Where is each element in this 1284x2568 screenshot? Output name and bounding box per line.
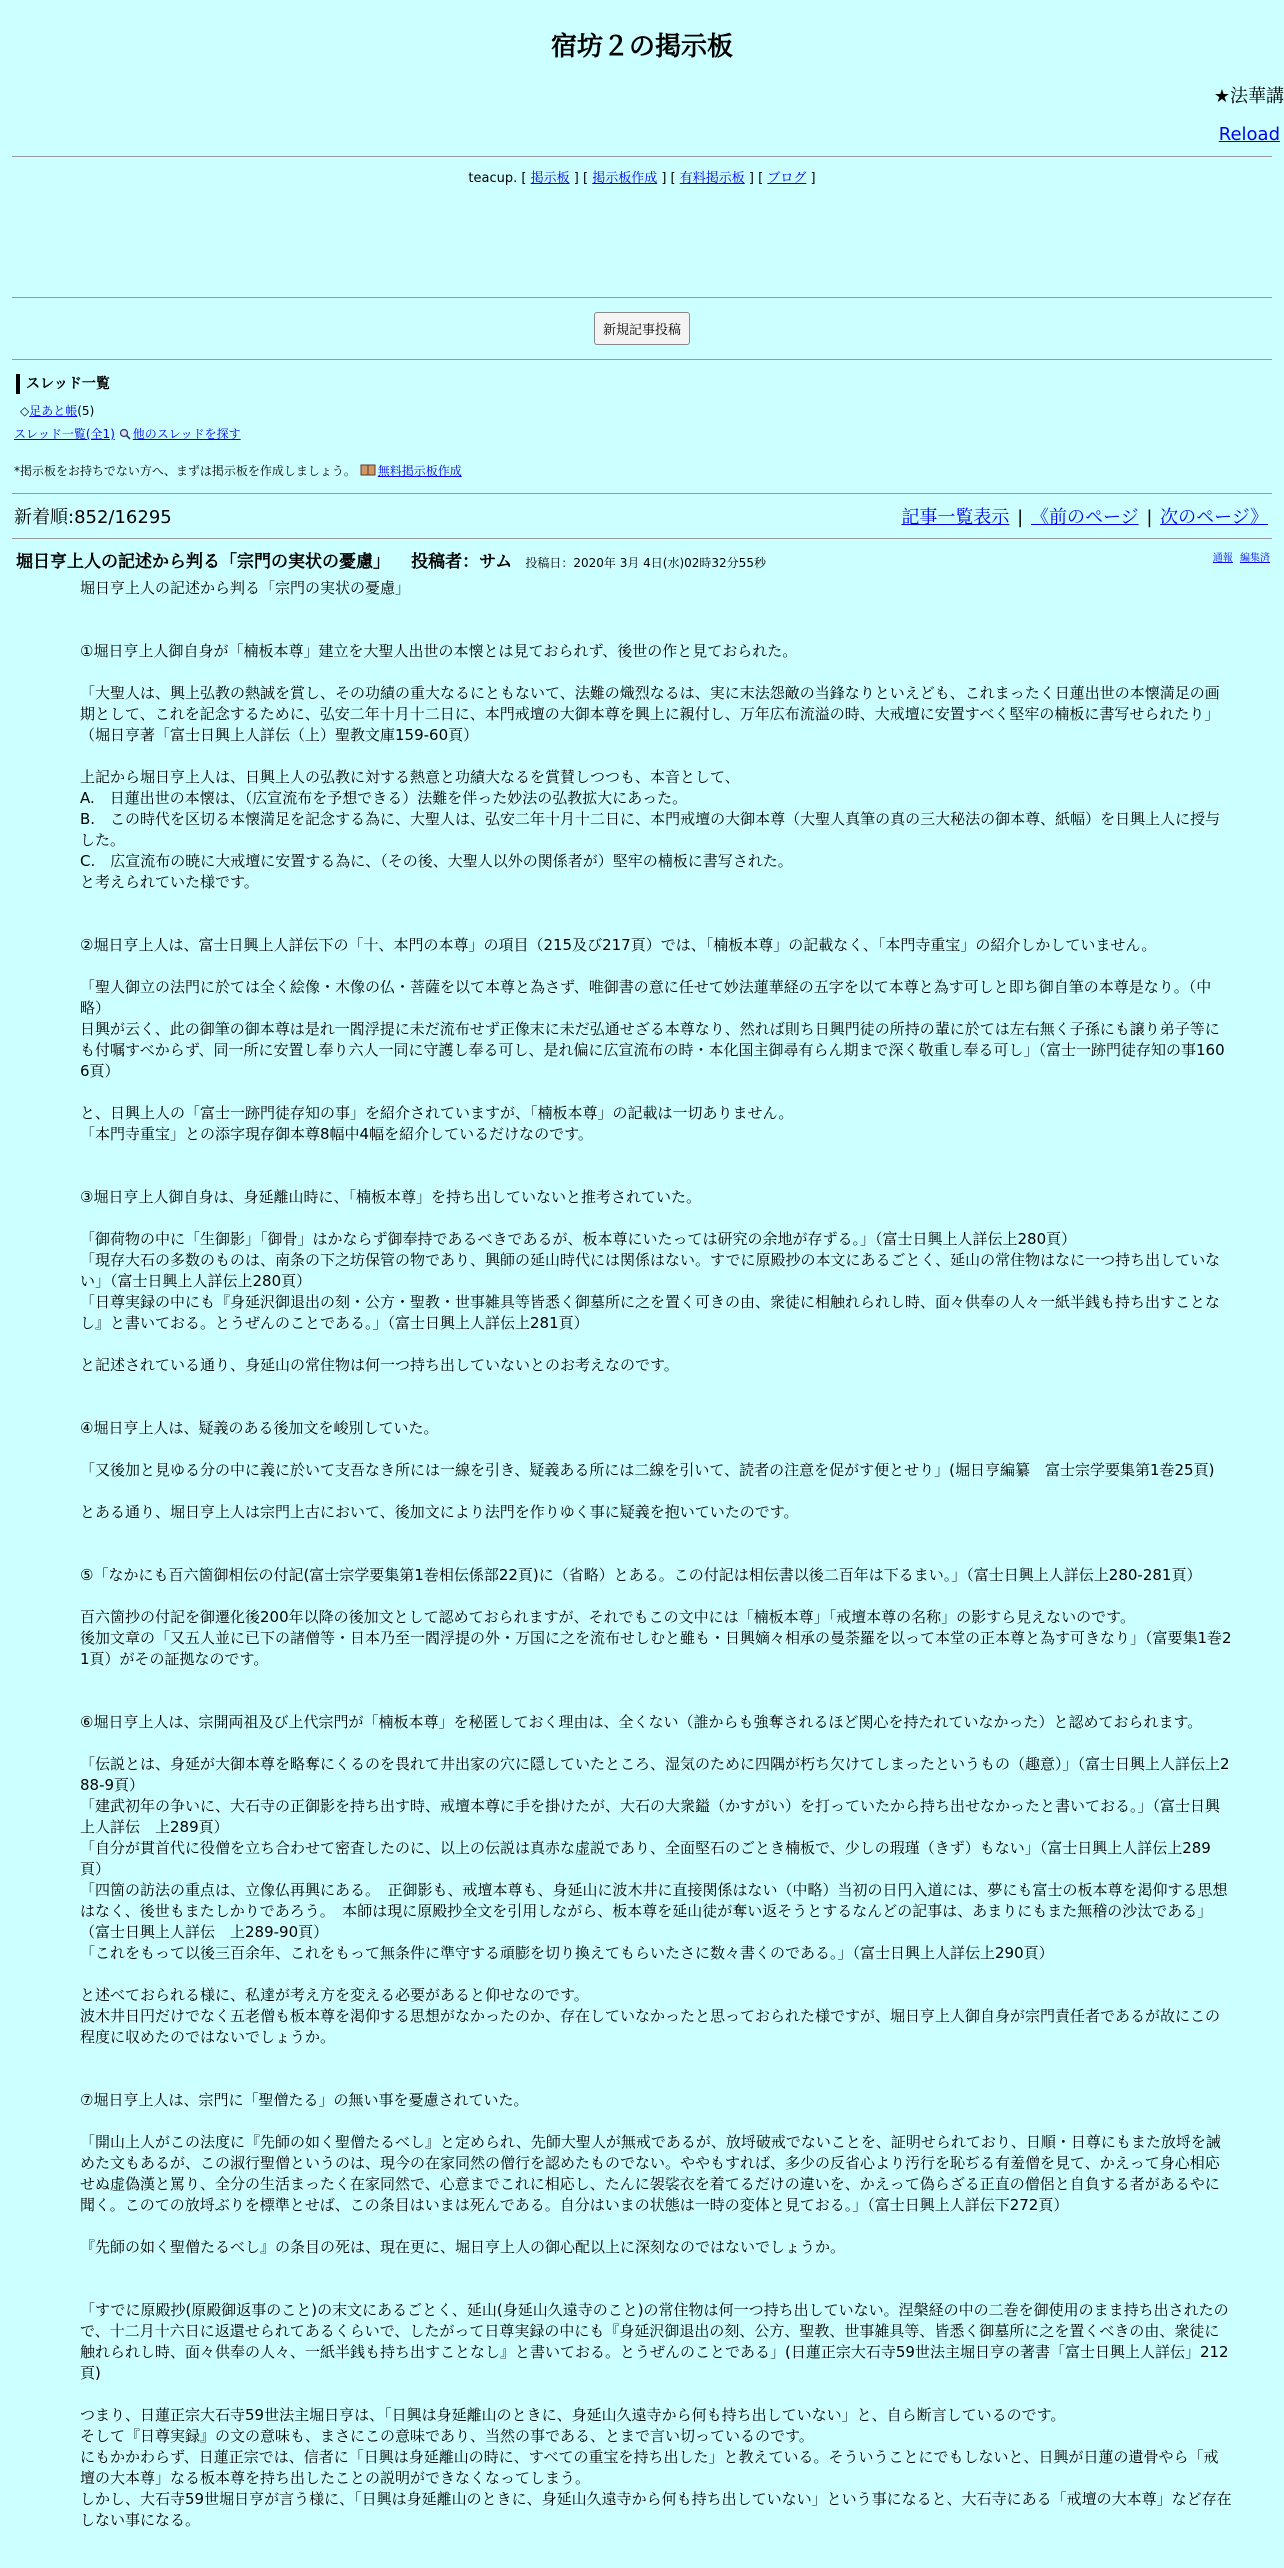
free-board-create-link[interactable]: 無料掲示板作成 [377, 464, 462, 478]
teacup-blog-link[interactable]: ブログ [767, 171, 807, 186]
new-post-row [0, 298, 1284, 359]
post-list-link[interactable]: 記事一覧表示 [901, 507, 1010, 528]
edited-link[interactable]: 編集済 [1240, 553, 1270, 564]
page-title: 宿坊２の掲示板 [550, 32, 733, 62]
teacup-prefix: teacup. [ [468, 171, 527, 186]
teacup-sep: ] [ [661, 171, 676, 186]
magnifier-icon [119, 428, 131, 440]
create-note-text: *掲示板をお持ちでない方へ、まずは掲示板を作成しましょう。 [14, 464, 356, 478]
nav-sep: | [1146, 507, 1153, 528]
entry-body: 堀日亨上人の記述から判る「宗門の実状の憂慮」 ①堀日亨上人御自身が「楠板本尊」建立を大聖人出世の本懐とは見ておられず、後世の作と見ておられた。 「大聖人は、興上弘教の熱誠を賞し、その功績の重大なるにともないて、法難の熾烈なるは、実に末法怨敵の当鋒なりといえども、これまったく日蓮出世の本懐満足の画期として、これを記念するために、弘安二年十月十二日に、本門戒壇の大御本尊を興上に親付し、万年広布流溢の時、大戒壇に安置すべく堅牢の楠板に書写せられたり」（堀日亨著「富士日興上人詳伝（上）聖教文庫159-60頁） 上記から堀日亨上人は、日興上人の弘教に対する熱意と功績大なるを賞賛しつつも、本音として、 A. 日蓮出世の本懐は、（広宣流布を予想できる）法難を伴った妙法の弘教拡大にあった。 B. この時代を区切る本懐満足を記念する為に、大聖人は、弘安二年十月十二日に、本門戒壇の大御本尊（大聖人真筆の真の三大秘法の御本尊、紙幅）を日興上人に授与した。 C. 広宣流布の暁に大戒壇に安置する為に、（その後、大聖人以外の関係者が）堅牢の楠板に書写された。 と考えられていた様です。 ②堀日亨上人は、富士日興上人詳伝下の「十、本門の本尊」の項目（215及び217頁）では、「楠板本尊」の記載なく、「本門寺重宝」の紹介しかしていません。 「聖人御立の法門に於ては全く絵像・木像の仏・菩薩を以て本尊と為さず、唯御書の意に任せて妙法蓮華経の五字を以て本尊と為す可しと即ち御自筆の本尊是なり。（中略） 日興が云く、此の御筆の御本尊は是れ一閻浮提に未だ流布せず正像末に未だ弘通せざる本尊なり、然れば則ち日興門徒の所持の輩に於ては左右無く子孫にも譲り弟子等にも付嘱すべからず、同一所に安置し奉り六人一同に守護し奉る可し、是れ偏に広宣流布の時・本化国主御尋有らん期まで深く敬重し奉る可し」（富士一跡門徒存知の事1606頁） と、日興上人の「富士一跡門徒存知の事」を紹介されていますが、「楠板本尊」の記載は一切ありません。 「本門寺重宝」との添字現存御本尊8幅中4幅を紹介しているだけなのです。 ③堀日亨上人御自身は、身延離山時に、「楠板本尊」を持ち出していないと推考されていた。 「御荷物の中に「生御影」「御骨」はかならず御奉持であるべきであるが、板本尊にいたっては研究の余地が存ずる。」（富士日興上人詳伝上280頁） 「現存大石の多数のものは、南条の下之坊保管の物であり、興師の延山時代には関係はない。すでに原殿抄の本文にあるごとく、延山の常住物はなに一つ持ち出していない」（富士日興上人詳伝上280頁） 「日尊実録の中にも『身延沢御退出の刻・公方・聖教・世事雑具等皆悉く御墓所に之を置く可きの由、衆徒に相触れられし時、面々供奉の人々一紙半銭も持ち出すことなし』と書いておる。とうぜんのことである。」（富士日興上人詳伝上281頁） と記述されている通り、身延山の常住物は何一つ持ち出していないとのお考えなのです。 ④堀日亨上人は、疑義のある後加文を峻別していた。 「又後加と見ゆる分の中に義に於いて支吾なき所には一線を引き、疑義ある所には二線を引いて、読者の注意を促がす便とせり」(堀日亨編纂 富士宗学要集第1巻25頁) とある通り、堀日亨上人は宗門上古において、後加文により法門を作りゆく事に疑義を抱いていたのです。 ⑤「なかにも百六箇御相伝の付記(富士宗学要集第1巻相伝係部22頁)に（省略）とある。この付記は相伝書以後二百年は下るまい。」（富士日興上人詳伝上280-281頁） 百六箇抄の付記を御遷化後200年以降の後加文として認めておられますが、それでもこの文中には「楠板本尊」「戒壇本尊の名称」の影すら見えないのです。 後加文章の「又五人並に已下の諸僧等・日本乃至一閻浮提の外・万国に之を流布せしむと雖も・日興嫡々相承の曼荼羅を以って本堂の正本尊と為す可きなり」（富要集1巻21頁）がその証拠なのです。 ⑥堀日亨上人は、宗開両祖及び上代宗門が「楠板本尊」を秘匿しておく理由は、全くない（誰からも強奪されるほど関心を持たれていなかった）と認めておられます。 「伝説とは、身延が大御本尊を略奪にくるのを畏れて井出家の穴に隠していたところ、湿気のために四隅が朽ち欠けてしまったというもの（趣意）」（富士日興上人詳伝上288-9頁） 「建武初年の争いに、大石寺の正御影を持ち出す時、戒壇本尊に手を掛けたが、大石の大衆鎰（かすがい）を打っていたから持ち出せなかったと書いておる。」（富士日興上人詳伝 上289頁） 「自分が貫首代に役僧を立ち合わせて密査したのに、以上の伝説は真赤な虚説であり、全面堅石のごとき楠板で、少しの瑕瑾（きず）もない」（富士日興上人詳伝上289頁） 「四箇の訪法の重点は、立像仏再興にある。 正御影も、戒壇本尊も、身延山に波木井に直接関係はない（中略）当初の日円入道には、夢にも富士の板本尊を渇仰する思想はなく、後世もまたしかりであろう。 本師は現に原殿抄全文を引用しながら、板本尊を延山徒が奪い返そうとするなんどの記事は、あまりにもまた無稽の沙汰である」（富士日興上人詳伝 上289-90頁） 「これをもって以後三百余年、これをもって無条件に準守する頑膨を切り換えてもらいたさに数々書くのである。」（富士日興上人詳伝上290頁） と述べておられる様に、私達が考え方を変える必要があると仰せなのです。 波木井日円だけでなく五老僧も板本尊を渇仰する思想がなかったのか、存在していなかったと思っておられた様ですが、堀日亨上人御自身が宗門責任者であるが故にこの程度に収めたのではないでしょうか。 ⑦堀日亨上人は、宗門に「聖僧たる」の無い事を憂慮されていた。 「開山上人がこの法度に『先師の如く聖僧たるべし』と定められ、先師大聖人が無戒であるが、放埒破戒でないことを、証明せられており、日順・日尊にもまた放埒を誡めた文もあるが、この淑行聖僧というのは、現今の在家同然の僧行を認めたものでない。ややもすれば、多少の反省心より汚行を恥ぢる有羞僧を見て、かえって身心相応せぬ虚偽漢と罵り、全分の生活まったく在家同然で、心意までこれに相応し、たんに袈裟衣を着てるだけの違いを、かえって偽らざる正直の僧侶と自負する者があるやに聞く。このての放埒ぶりを標準とせば、この条目はいまは死んである。自分はいまの状態は一時の変体と見ておる。」（富士日興上人詳伝下272頁） 『先師の如く聖僧たるべし』の条目の死は、現在更に、堀日亨上人の御心配以上に深刻なのではないでしょうか。 「すでに原殿抄(原殿御返事のこと)の末文にあるごとく、延山(身延山久遠寺のこと)の常住物は何一つ持ち出していない。涅槃経の中の二巻を御使用のまま持ち出されたので、十二月十六日に返還せられてあるくらいで、したがって日尊実録の中にも『身延沢御退出の刻、公方、聖教、世事雑具等、皆悉く御墓所に之を置くべきの由、衆徒に触れられし時、面々供奉の人々、一紙半銭も持ち出すことなし』と書いておる。とうぜんのことである」(日蓮正宗大石寺59世法主堀日亨の著書「富士日興上人詳伝」212頁) つまり、日蓮正宗大石寺59世法主堀日亨は、「日興は身延離山のときに、身延山久遠寺から何も持ち出していない」と、自ら断言しているのです。 そして『日尊実録』の文の意味も、まさにこの意味であり、当然の事である、とまで言い切っているのです。 にもかかわらず、日蓮正宗では、信者に「日興は身延離山の時に、すべての重宝を持ち出した」と教えている。そういうことにでもしないと、日興が日蓮の遺骨やら「戒壇の大本尊」なる板本尊を持ち出したことの説明ができなくなってしまう。 しかし、大石寺59世堀日亨が言う様に、「日興は身延離山のときに、身延山久遠寺から何も持ち出していない」という事になると、大石寺にある「戒壇の大本尊」など存在しない事になる。 [80, 579, 1232, 2528]
post-order-count: 新着順:852/16295 [14, 507, 172, 528]
entry-posted-date: 投稿日：2020年 3月 4日(水)02時32分55秒 [525, 556, 766, 570]
thread-list-heading: スレッド一覧 [16, 374, 1284, 394]
new-post-button[interactable]: 新規記事投稿 [594, 312, 690, 345]
nav-links [899, 503, 1270, 529]
entry-author: 投稿者：サム [411, 552, 513, 572]
prev-page-link[interactable]: 《前のページ [1030, 507, 1139, 528]
diamond-icon: ◇ [20, 404, 30, 418]
entry-title-line [16, 547, 766, 572]
board-header [0, 0, 1284, 156]
entry-header [0, 539, 1284, 572]
report-link[interactable]: 通報 [1212, 553, 1233, 564]
entry-tools [1209, 547, 1270, 564]
teacup-sep: ] [ [748, 171, 764, 186]
page-nav [0, 494, 1284, 538]
divider [12, 359, 1272, 360]
teacup-board-link[interactable]: 掲示板 [530, 171, 570, 186]
notice-text: ★法華講 [1213, 86, 1284, 107]
thread-list-item [20, 402, 1284, 419]
find-other-threads-link[interactable]: 他のスレッドを探す [132, 427, 241, 441]
entry-title: 堀日亨上人の記述から判る「宗門の実状の憂慮」 [16, 552, 390, 572]
teacup-bar [0, 157, 1284, 297]
create-board-note [14, 462, 1284, 479]
thread-link[interactable]: 足あと帳 [29, 404, 78, 418]
all-threads-link[interactable]: スレッド一覧(全1) [14, 427, 115, 441]
thread-links [14, 425, 1284, 442]
teacup-create-link[interactable]: 掲示板作成 [592, 171, 658, 186]
teacup-sep: ] [ [573, 171, 589, 186]
header-right [0, 66, 1284, 156]
teacup-paid-link[interactable]: 有料掲示板 [679, 171, 745, 186]
next-page-link[interactable]: 次のページ》 [1160, 507, 1268, 528]
teacup-suffix: ] [810, 171, 816, 186]
post-entry [0, 539, 1284, 2528]
thread-count: (5) [77, 404, 95, 418]
book-icon [360, 463, 376, 477]
reload-link[interactable]: Reload [1218, 124, 1280, 145]
nav-sep: | [1017, 507, 1024, 528]
thread-list [0, 374, 1284, 479]
